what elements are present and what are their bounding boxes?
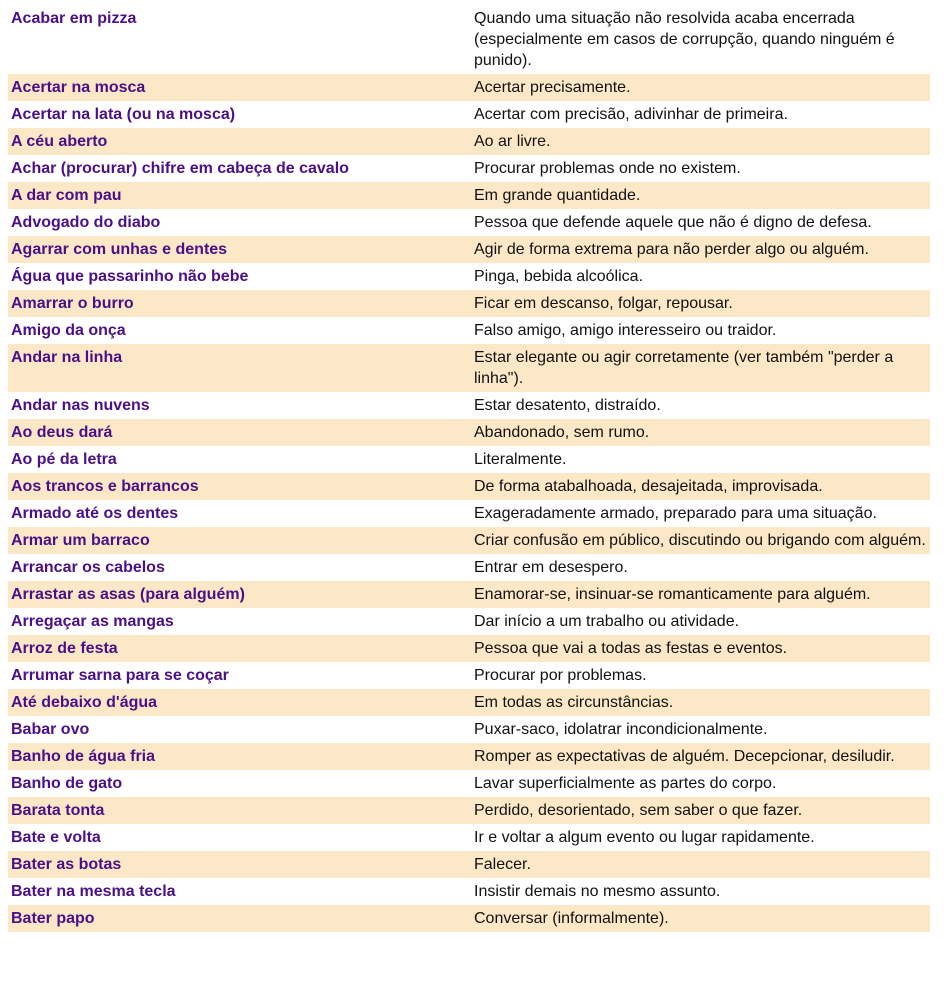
expression-meaning: Agir de forma extrema para não perder algo ou alguém.	[469, 236, 930, 263]
expression-meaning: Ao ar livre.	[469, 128, 930, 155]
expression-meaning: Entrar em desespero.	[474, 559, 628, 576]
table-row	[8, 209, 930, 236]
table-row	[8, 878, 930, 905]
expression-meaning: Em grande quantidade.	[469, 182, 930, 209]
expression-meaning: Procurar por problemas.	[474, 667, 647, 684]
expressions-table-body	[8, 5, 930, 932]
table-row	[8, 419, 930, 446]
table-row	[8, 155, 930, 182]
table-row	[8, 182, 930, 209]
expression-meaning: Acertar precisamente.	[469, 74, 930, 101]
expression-term: Acabar em pizza	[11, 10, 137, 27]
expression-term: Babar ovo	[11, 721, 90, 738]
expression-term: Banho de gato	[11, 775, 123, 792]
expression-meaning: Dar início a um trabalho ou atividade.	[474, 613, 740, 630]
expression-term: Água que passarinho não bebe	[11, 268, 249, 285]
expression-meaning: Estar elegante ou agir corretamente (ver também "perder a linha").	[469, 344, 930, 392]
expression-term: Arrastar as asas (para alguém)	[8, 581, 469, 608]
expression-meaning: Abandonado, sem rumo.	[469, 419, 930, 446]
expression-term: Arrancar os cabelos	[11, 559, 165, 576]
table-row	[8, 500, 930, 527]
table-row	[8, 344, 930, 392]
expression-meaning: Conversar (informalmente).	[469, 905, 930, 932]
expression-meaning: Exageradamente armado, preparado para uma situação.	[474, 505, 877, 522]
expressions-table	[8, 5, 930, 932]
expression-meaning: Lavar superficialmente as partes do corpo.	[474, 775, 777, 792]
table-row	[8, 473, 930, 500]
table-row	[8, 797, 930, 824]
expression-meaning: Criar confusão em público, discutindo ou brigando com alguém.	[469, 527, 930, 554]
table-row	[8, 716, 930, 743]
expression-meaning: Falso amigo, amigo interesseiro ou traidor.	[474, 322, 777, 339]
expression-meaning: Perdido, desorientado, sem saber o que fazer.	[469, 797, 930, 824]
expression-meaning: Puxar-saco, idolatrar incondicionalmente.	[474, 721, 768, 738]
expression-meaning: Pessoa que vai a todas as festas e eventos.	[469, 635, 930, 662]
expression-term: Bater papo	[8, 905, 469, 932]
table-row	[8, 662, 930, 689]
table-row	[8, 527, 930, 554]
table-row	[8, 5, 930, 74]
expression-meaning: Em todas as circunstâncias.	[469, 689, 930, 716]
expression-term: Andar na linha	[8, 344, 469, 392]
table-row	[8, 446, 930, 473]
expression-meaning: Falecer.	[469, 851, 930, 878]
expression-term: Armado até os dentes	[11, 505, 179, 522]
expression-term: A céu aberto	[8, 128, 469, 155]
expression-term: Ao deus dará	[8, 419, 469, 446]
table-row	[8, 101, 930, 128]
expression-term: Arroz de festa	[8, 635, 469, 662]
expression-meaning: Romper as expectativas de alguém. Decepcionar, desiludir.	[469, 743, 930, 770]
expression-term: Arregaçar as mangas	[11, 613, 174, 630]
expression-term: Bater as botas	[8, 851, 469, 878]
expression-term: Até debaixo d'água	[8, 689, 469, 716]
table-row	[8, 128, 930, 155]
table-row	[8, 392, 930, 419]
expression-term: Amigo da onça	[11, 322, 126, 339]
expression-term: Barata tonta	[8, 797, 469, 824]
expression-meaning: Ficar em descanso, folgar, repousar.	[469, 290, 930, 317]
expression-term: Advogado do diabo	[11, 214, 161, 231]
expression-term: Achar (procurar) chifre em cabeça de cavalo	[11, 160, 349, 177]
expression-meaning: Enamorar-se, insinuar-se romanticamente para alguém.	[469, 581, 930, 608]
table-row	[8, 608, 930, 635]
table-row	[8, 74, 930, 101]
table-row	[8, 581, 930, 608]
expression-meaning: De forma atabalhoada, desajeitada, improvisada.	[469, 473, 930, 500]
expression-term: Ao pé da letra	[11, 451, 117, 468]
expression-term: Bater na mesma tecla	[11, 883, 176, 900]
table-row	[8, 236, 930, 263]
expression-term: Banho de água fria	[8, 743, 469, 770]
table-row	[8, 689, 930, 716]
expression-meaning: Acertar com precisão, adivinhar de primeira.	[474, 106, 788, 123]
expression-meaning: Pessoa que defende aquele que não é digno de defesa.	[474, 214, 872, 231]
expression-term: Armar um barraco	[8, 527, 469, 554]
expression-term: Aos trancos e barrancos	[8, 473, 469, 500]
table-row	[8, 554, 930, 581]
table-row	[8, 824, 930, 851]
expression-term: Amarrar o burro	[8, 290, 469, 317]
expression-meaning: Quando uma situação não resolvida acaba encerrada (especialmente em casos de corrupção, quando ninguém é punido).	[474, 10, 895, 69]
expression-term: Bate e volta	[11, 829, 101, 846]
table-row	[8, 290, 930, 317]
expression-meaning: Ir e voltar a algum evento ou lugar rapidamente.	[474, 829, 815, 846]
table-row	[8, 635, 930, 662]
expression-term: Acertar na mosca	[8, 74, 469, 101]
expression-meaning: Estar desatento, distraído.	[474, 397, 661, 414]
table-row	[8, 263, 930, 290]
expression-meaning: Insistir demais no mesmo assunto.	[474, 883, 721, 900]
table-row	[8, 770, 930, 797]
expression-term: Agarrar com unhas e dentes	[8, 236, 469, 263]
expression-term: Andar nas nuvens	[11, 397, 150, 414]
table-row	[8, 905, 930, 932]
expression-meaning: Procurar problemas onde no existem.	[474, 160, 741, 177]
expression-meaning: Literalmente.	[474, 451, 567, 468]
expression-meaning: Pinga, bebida alcoólica.	[474, 268, 644, 285]
table-row	[8, 851, 930, 878]
expression-term: Acertar na lata (ou na mosca)	[11, 106, 236, 123]
expression-term: Arrumar sarna para se coçar	[11, 667, 229, 684]
expression-term: A dar com pau	[8, 182, 469, 209]
table-row	[8, 317, 930, 344]
table-row	[8, 743, 930, 770]
